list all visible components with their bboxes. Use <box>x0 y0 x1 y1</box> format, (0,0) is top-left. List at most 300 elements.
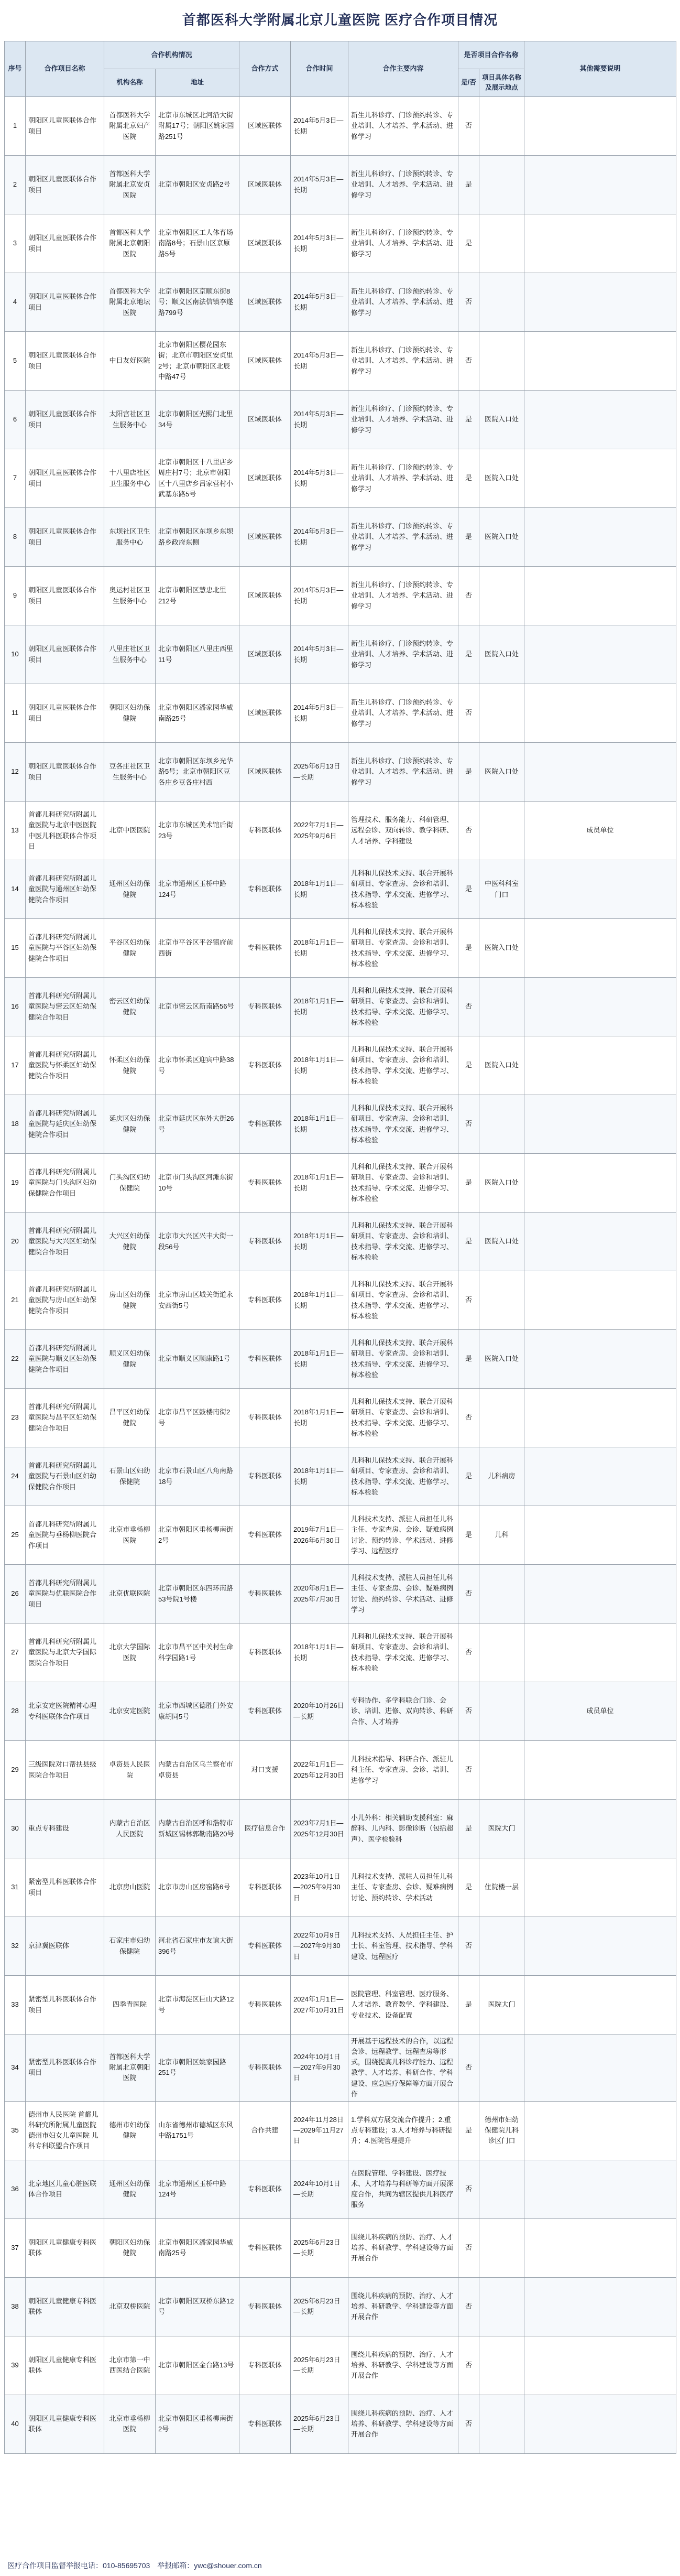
cell-coop-time: 2018年1月1日—长期 <box>291 1623 348 1682</box>
cell-project-name: 朝阳区儿童医联体合作项目 <box>26 684 104 743</box>
cell-no: 35 <box>5 2101 26 2160</box>
cell-other-notes <box>524 743 676 802</box>
cell-coop-time: 2018年1月1日—长期 <box>291 1213 348 1271</box>
cell-other-notes <box>524 1858 676 1917</box>
cell-other-notes <box>524 625 676 684</box>
cell-other-notes <box>524 1330 676 1389</box>
cell-content: 儿科技术指导、科研合作、派驻儿科主任、专家查房、会诊、培训、进修学习 <box>348 1741 458 1800</box>
cell-partner-address: 北京市朝阳区垂杨柳南街2号 <box>156 1506 239 1565</box>
cell-content: 新生儿科诊疗、门诊预约转诊、专业培训、人才培养、学术活动、进修学习 <box>348 449 458 508</box>
cell-display-place: 住院楼一层 <box>479 1858 524 1917</box>
cooperation-table <box>4 41 676 2454</box>
cell-content: 在医院管理、学科建设、医疗技术、人才培养与科研等方面开展深度合作，共同为辖区提供儿科医疗服务 <box>348 2160 458 2218</box>
header-display-group: 是否项目合作名称 <box>458 41 524 69</box>
cell-coop-time: 2018年1月1日—长期 <box>291 978 348 1036</box>
cell-coop-mode: 专科医联体 <box>239 1976 291 2034</box>
cell-project-name: 三级医院对口帮扶县级医院合作项目 <box>26 1741 104 1800</box>
cell-display-place: 医院入口处 <box>479 391 524 449</box>
table-row <box>5 802 676 860</box>
cell-is-display: 是 <box>458 508 479 567</box>
table-row <box>5 1506 676 1565</box>
header-coop-time: 合作时间 <box>291 41 348 97</box>
cell-no: 22 <box>5 1330 26 1389</box>
table-row <box>5 684 676 743</box>
cell-other-notes <box>524 332 676 391</box>
cell-partner-address: 北京市平谷区平谷镇府前西街 <box>156 919 239 978</box>
cell-partner-address: 内蒙古自治区呼和浩特市新城区锡林郭勒南路20号 <box>156 1800 239 1858</box>
cell-no: 7 <box>5 449 26 508</box>
cell-content: 儿科技术支持、派驻人员担任儿科主任、专家查房、会诊、疑难病例讨论、预约转诊、学术活动、进修学习、远程医疗 <box>348 1506 458 1565</box>
table-row <box>5 1271 676 1330</box>
cell-partner-name: 奥运村社区卫生服务中心 <box>104 567 156 625</box>
cell-coop-mode: 专科医联体 <box>239 1389 291 1447</box>
cell-no: 9 <box>5 567 26 625</box>
cell-content: 儿科和儿保技术支持、联合开展科研项目、专家查房、会诊和培训、技术指导、学术交流、进修学习、标本检验 <box>348 1623 458 1682</box>
cell-coop-time: 2025年6月23日—长期 <box>291 2336 348 2395</box>
cell-coop-time: 2025年6月23日—长期 <box>291 2395 348 2453</box>
cell-content: 新生儿科诊疗、门诊预约转诊、专业培训、人才培养、学术活动、进修学习 <box>348 684 458 743</box>
cell-no: 29 <box>5 1741 26 1800</box>
cell-project-name: 朝阳区儿童医联体合作项目 <box>26 156 104 214</box>
cell-project-name: 首都儿科研究所附属儿童医院与延庆区妇幼保健院合作项目 <box>26 1095 104 1154</box>
cell-coop-time: 2014年5月3日—长期 <box>291 508 348 567</box>
cell-no: 24 <box>5 1447 26 1506</box>
cell-project-name: 朝阳区儿童医联体合作项目 <box>26 332 104 391</box>
cell-coop-mode: 对口支援 <box>239 1741 291 1800</box>
cell-is-display: 否 <box>458 97 479 156</box>
cell-other-notes <box>524 1917 676 1976</box>
cell-coop-time: 2014年5月3日—长期 <box>291 156 348 214</box>
cell-coop-mode: 专科医联体 <box>239 1565 291 1623</box>
cell-partner-address: 北京市朝阳区双桥东路12号 <box>156 2277 239 2336</box>
cell-partner-address: 北京市石景山区八角南路18号 <box>156 1447 239 1506</box>
cell-coop-mode: 医疗信息合作 <box>239 1800 291 1858</box>
cell-partner-name: 石景山区妇幼保健院 <box>104 1447 156 1506</box>
cell-other-notes <box>524 1271 676 1330</box>
cell-partner-name: 平谷区妇幼保健院 <box>104 919 156 978</box>
header-no: 序号 <box>5 41 26 97</box>
cell-coop-time: 2014年5月3日—长期 <box>291 273 348 332</box>
cell-partner-address: 北京市大兴区兴丰大街一段56号 <box>156 1213 239 1271</box>
cell-content: 儿科和儿保技术支持、联合开展科研项目、专家查房、会诊和培训、技术指导、学术交流、进修学习、标本检验 <box>348 1095 458 1154</box>
cell-coop-time: 2014年5月3日—长期 <box>291 214 348 273</box>
cell-project-name: 北京安定医院精神心理专科医联体合作项目 <box>26 1682 104 1741</box>
cell-project-name: 首都儿科研究所附属儿童医院与顺义区妇幼保健院合作项目 <box>26 1330 104 1389</box>
cell-partner-name: 北京优联医院 <box>104 1565 156 1623</box>
cell-coop-time: 2022年7月1日—2025年9月6日 <box>291 802 348 860</box>
cell-project-name: 德州市人民医院 首都儿科研究所附属儿童医院 德州市妇女儿童医院 儿科专科联盟合作项目 <box>26 2101 104 2160</box>
cell-project-name: 紧密型儿科医联体合作项目 <box>26 2034 104 2102</box>
cell-display-place <box>479 2277 524 2336</box>
cell-coop-mode: 专科医联体 <box>239 1506 291 1565</box>
cell-partner-address: 内蒙古自治区乌兰察布市卓资县 <box>156 1741 239 1800</box>
cell-partner-name: 怀柔区妇幼保健院 <box>104 1036 156 1095</box>
cell-display-place <box>479 567 524 625</box>
table-row <box>5 273 676 332</box>
cell-coop-time: 2018年1月1日—长期 <box>291 1095 348 1154</box>
cell-partner-address: 北京市延庆区东外大街26号 <box>156 1095 239 1154</box>
table-row <box>5 1154 676 1213</box>
cell-coop-time: 2024年1月1日—2027年10月31日 <box>291 1976 348 2034</box>
table-row <box>5 919 676 978</box>
cell-partner-name: 首都医科大学附属北京朝阳医院 <box>104 214 156 273</box>
cell-coop-mode: 专科医联体 <box>239 2160 291 2218</box>
cell-coop-time: 2020年8月1日—2025年7月30日 <box>291 1565 348 1623</box>
cell-project-name: 京津冀医联体 <box>26 1917 104 1976</box>
cell-coop-mode: 区域医联体 <box>239 743 291 802</box>
cell-no: 1 <box>5 97 26 156</box>
header-partner-name: 机构名称 <box>104 69 156 97</box>
cell-display-place <box>479 978 524 1036</box>
cell-partner-address: 北京市海淀区巨山大路12号 <box>156 1976 239 2034</box>
cell-project-name: 北京地区儿童心脏医联体合作项目 <box>26 2160 104 2218</box>
cell-is-display: 否 <box>458 2160 479 2218</box>
cell-coop-mode: 专科医联体 <box>239 2277 291 2336</box>
cell-coop-time: 2023年7月1日—2025年12月30日 <box>291 1800 348 1858</box>
cell-partner-address: 北京市朝阳区潘家园华威南路25号 <box>156 684 239 743</box>
cell-partner-address: 北京市密云区新南路56号 <box>156 978 239 1036</box>
cell-coop-mode: 专科医联体 <box>239 1917 291 1976</box>
cell-other-notes <box>524 1213 676 1271</box>
cell-display-place <box>479 2218 524 2277</box>
cell-content: 小儿外科：相关辅助支援科室：麻醉科、儿内科、影像诊断（包括超声）、医学检验科 <box>348 1800 458 1858</box>
cell-is-display: 是 <box>458 1154 479 1213</box>
cell-no: 11 <box>5 684 26 743</box>
table-row <box>5 1389 676 1447</box>
cell-content: 新生儿科诊疗、门诊预约转诊、专业培训、人才培养、学术活动、进修学习 <box>348 332 458 391</box>
cell-content: 新生儿科诊疗、门诊预约转诊、专业培训、人才培养、学术活动、进修学习 <box>348 625 458 684</box>
cell-coop-mode: 区域医联体 <box>239 391 291 449</box>
cell-coop-mode: 专科医联体 <box>239 2034 291 2102</box>
cell-is-display: 是 <box>458 1330 479 1389</box>
cell-display-place <box>479 1741 524 1800</box>
cell-no: 15 <box>5 919 26 978</box>
table-row <box>5 2336 676 2395</box>
cell-other-notes <box>524 1741 676 1800</box>
cell-coop-mode: 区域医联体 <box>239 273 291 332</box>
cell-coop-mode: 区域医联体 <box>239 156 291 214</box>
cell-content: 新生儿科诊疗、门诊预约转诊、专业培训、人才培养、学术活动、进修学习 <box>348 743 458 802</box>
cell-partner-name: 北京双桥医院 <box>104 2277 156 2336</box>
cell-coop-time: 2018年1月1日—长期 <box>291 1036 348 1095</box>
cell-display-place: 医院入口处 <box>479 919 524 978</box>
table-row <box>5 1917 676 1976</box>
table-row <box>5 1330 676 1389</box>
table-row <box>5 1682 676 1741</box>
cell-no: 19 <box>5 1154 26 1213</box>
cell-content: 新生儿科诊疗、门诊预约转诊、专业培训、人才培养、学术活动、进修学习 <box>348 214 458 273</box>
table-row <box>5 2218 676 2277</box>
cell-project-name: 首都儿科研究所附属儿童医院与平谷区妇幼保健院合作项目 <box>26 919 104 978</box>
table-row <box>5 1565 676 1623</box>
cell-other-notes <box>524 508 676 567</box>
cell-partner-name: 豆各庄社区卫生服务中心 <box>104 743 156 802</box>
cell-coop-mode: 专科医联体 <box>239 1036 291 1095</box>
cell-no: 26 <box>5 1565 26 1623</box>
cell-project-name: 首都儿科研究所附属儿童医院与石景山区妇幼保健院合作项目 <box>26 1447 104 1506</box>
cell-coop-mode: 区域医联体 <box>239 625 291 684</box>
cell-is-display: 是 <box>458 1506 479 1565</box>
cell-other-notes <box>524 1389 676 1447</box>
cell-content: 儿科和儿保技术支持、联合开展科研项目、专家查房、会诊和培训、技术指导、学术交流、进修学习、标本检验 <box>348 919 458 978</box>
report-footer: 医疗合作项目监督举报电话：010-85695703 举报邮箱：ywc@shouer.com.cn <box>7 2561 262 2570</box>
cell-coop-time: 2024年10月1日—长期 <box>291 2160 348 2218</box>
table-row <box>5 332 676 391</box>
table-row <box>5 567 676 625</box>
cell-is-display: 是 <box>458 625 479 684</box>
table-row <box>5 1741 676 1800</box>
cell-coop-time: 2020年10月26日—长期 <box>291 1682 348 1741</box>
cell-partner-address: 北京市朝阳区十八里店乡周庄村7号；北京市朝阳区十八里店乡吕家营村小武基东路5号 <box>156 449 239 508</box>
cell-is-display: 是 <box>458 1976 479 2034</box>
cell-content: 儿科和儿保技术支持、联合开展科研项目、专家查房、会诊和培训、技术指导、学术交流、进修学习、标本检验 <box>348 1271 458 1330</box>
cell-display-place: 医院大门 <box>479 1976 524 2034</box>
cell-partner-address: 北京市朝阳区金台路13号 <box>156 2336 239 2395</box>
cell-coop-mode: 专科医联体 <box>239 1271 291 1330</box>
cell-no: 34 <box>5 2034 26 2102</box>
cell-partner-name: 朝阳区妇幼保健院 <box>104 2218 156 2277</box>
cell-coop-time: 2018年1月1日—长期 <box>291 1154 348 1213</box>
cell-project-name: 朝阳区儿童医联体合作项目 <box>26 567 104 625</box>
cell-coop-time: 2025年6月23日—长期 <box>291 2218 348 2277</box>
cell-partner-address: 北京市朝阳区安贞路2号 <box>156 156 239 214</box>
cell-project-name: 首都儿科研究所附属儿童医院与优联医院合作项目 <box>26 1565 104 1623</box>
cell-content: 1.学科双方展交流合作提升；2.重点专科建设；3.人才培养与科研提升；4.医院管理提升 <box>348 2101 458 2160</box>
cell-coop-mode: 专科医联体 <box>239 2218 291 2277</box>
cell-coop-mode: 区域医联体 <box>239 567 291 625</box>
cell-content: 儿科和儿保技术支持、联合开展科研项目、专家查房、会诊和培训、技术指导、学术交流、进修学习、标本检验 <box>348 1447 458 1506</box>
cell-other-notes <box>524 2101 676 2160</box>
cell-no: 25 <box>5 1506 26 1565</box>
cell-coop-mode: 专科医联体 <box>239 978 291 1036</box>
cell-coop-time: 2014年5月3日—长期 <box>291 684 348 743</box>
cell-no: 28 <box>5 1682 26 1741</box>
table-row <box>5 1858 676 1917</box>
cell-coop-mode: 专科医联体 <box>239 919 291 978</box>
table-row <box>5 97 676 156</box>
cell-other-notes <box>524 2160 676 2218</box>
cell-display-place: 医院入口处 <box>479 1330 524 1389</box>
cell-other-notes <box>524 391 676 449</box>
cell-partner-name: 中日友好医院 <box>104 332 156 391</box>
cell-partner-address: 北京市东城区美术馆后街23号 <box>156 802 239 860</box>
cell-project-name: 首都儿科研究所附属儿童医院与北京中医医院中医儿科医联体合作项目 <box>26 802 104 860</box>
cell-partner-name: 首都医科大学附属北京妇产医院 <box>104 97 156 156</box>
cell-other-notes <box>524 273 676 332</box>
cell-content: 管理技术、服务能力、科研管理、远程会诊、双向转诊、教学科研、人才培养、学科建设 <box>348 802 458 860</box>
cell-partner-name: 北京市垂杨柳医院 <box>104 1506 156 1565</box>
cell-partner-address: 北京市通州区玉桥中路124号 <box>156 2160 239 2218</box>
cell-is-display: 否 <box>458 1565 479 1623</box>
table-row <box>5 1213 676 1271</box>
cell-is-display: 是 <box>458 743 479 802</box>
cell-coop-mode: 专科医联体 <box>239 1330 291 1389</box>
header-coop-mode: 合作方式 <box>239 41 291 97</box>
cell-coop-time: 2025年6月13日—长期 <box>291 743 348 802</box>
cell-no: 8 <box>5 508 26 567</box>
cell-is-display: 否 <box>458 567 479 625</box>
cell-coop-time: 2018年1月1日—长期 <box>291 1447 348 1506</box>
cell-other-notes <box>524 1800 676 1858</box>
table-row <box>5 743 676 802</box>
cell-project-name: 首都儿科研究所附属儿童医院与昌平区妇幼保健院合作项目 <box>26 1389 104 1447</box>
cell-display-place <box>479 684 524 743</box>
cell-partner-address: 北京市朝阳区潘家园华威南路25号 <box>156 2218 239 2277</box>
cell-content: 儿科和儿保技术支持、联合开展科研项目、专家查房、会诊和培训、技术指导、学术交流、进修学习、标本检验 <box>348 1330 458 1389</box>
cell-partner-address: 北京市朝阳区慧忠北里212号 <box>156 567 239 625</box>
cell-partner-name: 大兴区妇幼保健院 <box>104 1213 156 1271</box>
cell-partner-name: 卓资县人民医院 <box>104 1741 156 1800</box>
cell-coop-time: 2025年6月23日—长期 <box>291 2277 348 2336</box>
cell-coop-time: 2018年1月1日—长期 <box>291 860 348 919</box>
cell-content: 儿科和儿保技术支持、联合开展科研项目、专家查房、会诊和培训、技术指导、学术交流、进修学习、标本检验 <box>348 1213 458 1271</box>
table-row <box>5 214 676 273</box>
cell-display-place <box>479 332 524 391</box>
cell-content: 儿科技术支持、派驻人员担任儿科主任、专家查房、会诊、疑难病例讨论、预约转诊、学术活动 <box>348 1858 458 1917</box>
cell-is-display: 否 <box>458 1623 479 1682</box>
table-row <box>5 1976 676 2034</box>
cell-coop-time: 2014年5月3日—长期 <box>291 391 348 449</box>
cell-is-display: 否 <box>458 1271 479 1330</box>
table-row <box>5 1036 676 1095</box>
cell-no: 17 <box>5 1036 26 1095</box>
cell-other-notes <box>524 449 676 508</box>
table-row <box>5 508 676 567</box>
cell-coop-time: 2022年1月1日—2025年12月30日 <box>291 1741 348 1800</box>
cell-partner-name: 北京市垂杨柳医院 <box>104 2395 156 2453</box>
table-body <box>5 97 676 2454</box>
cell-partner-name: 延庆区妇幼保健院 <box>104 1095 156 1154</box>
cell-no: 39 <box>5 2336 26 2395</box>
header-project-name: 合作项目名称 <box>26 41 104 97</box>
cell-partner-name: 石家庄市妇幼保健院 <box>104 1917 156 1976</box>
cell-project-name: 首都儿科研究所附属儿童医院与房山区妇幼保健院合作项目 <box>26 1271 104 1330</box>
cell-coop-time: 2024年11月28日—2029年11月27日 <box>291 2101 348 2160</box>
cell-project-name: 首都儿科研究所附属儿童医院与怀柔区妇幼保健院合作项目 <box>26 1036 104 1095</box>
cell-partner-address: 北京市朝阳区东坝乡东坝路乡政府东侧 <box>156 508 239 567</box>
cell-display-place: 中医科科室门口 <box>479 860 524 919</box>
cell-coop-time: 2024年10月1日—2027年9月30日 <box>291 2034 348 2102</box>
table-row <box>5 625 676 684</box>
cell-content: 开展基于远程技术的合作，以远程会诊、远程教学、远程查房等形式，围绕提高儿科诊疗能力、远程教学、人才培养、科研合作、学科建设、应急医疗保障等方面开展合作 <box>348 2034 458 2102</box>
cell-other-notes <box>524 2336 676 2395</box>
table-row <box>5 2395 676 2453</box>
table-row <box>5 1095 676 1154</box>
cell-no: 33 <box>5 1976 26 2034</box>
header-is-display: 是/否 <box>458 69 479 97</box>
cell-no: 23 <box>5 1389 26 1447</box>
cell-project-name: 朝阳区儿童健康专科医联体 <box>26 2336 104 2395</box>
cell-partner-name: 门头沟区妇幼保健院 <box>104 1154 156 1213</box>
cell-content: 围绕儿科疾病的预防、治疗、人才培养、科研教学、学科建设等方面开展合作 <box>348 2277 458 2336</box>
cell-content: 儿科技术支持、人员担任主任、护士长、科室管理、技术指导、学科建设、远程医疗 <box>348 1917 458 1976</box>
cell-is-display: 否 <box>458 1095 479 1154</box>
cell-is-display: 是 <box>458 1447 479 1506</box>
cell-display-place: 医院入口处 <box>479 1036 524 1095</box>
cell-project-name: 紧密型儿科医联体合作项目 <box>26 1858 104 1917</box>
cell-display-place: 医院入口处 <box>479 625 524 684</box>
cell-is-display: 否 <box>458 802 479 860</box>
cell-content: 儿科和儿保技术支持、联合开展科研项目、专家查房、会诊和培训、技术指导、学术交流、进修学习、标本检验 <box>348 1389 458 1447</box>
cell-no: 30 <box>5 1800 26 1858</box>
cell-project-name: 朝阳区儿童医联体合作项目 <box>26 508 104 567</box>
cell-coop-mode: 专科医联体 <box>239 1623 291 1682</box>
table-row <box>5 2277 676 2336</box>
cell-other-notes <box>524 2277 676 2336</box>
cell-is-display: 是 <box>458 860 479 919</box>
cell-project-name: 朝阳区儿童健康专科医联体 <box>26 2395 104 2453</box>
cell-display-place <box>479 2160 524 2218</box>
cell-other-notes <box>524 2218 676 2277</box>
cell-coop-time: 2019年7月1日—2026年6月30日 <box>291 1506 348 1565</box>
cell-content: 围绕儿科疾病的预防、治疗、人才培养、科研教学、学科建设等方面开展合作 <box>348 2218 458 2277</box>
cell-content: 新生儿科诊疗、门诊预约转诊、专业培训、人才培养、学术活动、进修学习 <box>348 391 458 449</box>
cell-display-place <box>479 1623 524 1682</box>
cell-other-notes <box>524 1976 676 2034</box>
cell-other-notes <box>524 214 676 273</box>
cell-display-place <box>479 1682 524 1741</box>
cell-no: 20 <box>5 1213 26 1271</box>
cell-partner-name: 昌平区妇幼保健院 <box>104 1389 156 1447</box>
cell-no: 18 <box>5 1095 26 1154</box>
cell-no: 31 <box>5 1858 26 1917</box>
cell-partner-name: 内蒙古自治区人民医院 <box>104 1800 156 1858</box>
cell-project-name: 首都儿科研究所附属儿童医院与密云区妇幼保健院合作项目 <box>26 978 104 1036</box>
cell-partner-address: 北京市西城区德胜门外安康胡同5号 <box>156 1682 239 1741</box>
cell-is-display: 是 <box>458 214 479 273</box>
cell-other-notes <box>524 1447 676 1506</box>
cell-coop-time: 2014年5月3日—长期 <box>291 567 348 625</box>
cell-display-place <box>479 1917 524 1976</box>
cell-coop-mode: 区域医联体 <box>239 332 291 391</box>
cell-other-notes <box>524 919 676 978</box>
cell-display-place <box>479 1565 524 1623</box>
cell-partner-name: 通州区妇幼保健院 <box>104 860 156 919</box>
cell-no: 4 <box>5 273 26 332</box>
cell-coop-time: 2018年1月1日—长期 <box>291 1271 348 1330</box>
cell-partner-name: 北京房山医院 <box>104 1858 156 1917</box>
cell-coop-time: 2018年1月1日—长期 <box>291 919 348 978</box>
cell-is-display: 是 <box>458 919 479 978</box>
cell-other-notes <box>524 2034 676 2102</box>
table-row <box>5 1623 676 1682</box>
cell-coop-time: 2023年10月1日—2025年9月30日 <box>291 1858 348 1917</box>
cell-display-place <box>479 1389 524 1447</box>
cell-partner-name: 房山区妇幼保健院 <box>104 1271 156 1330</box>
cell-content: 围绕儿科疾病的预防、治疗、人才培养、科研教学、学科建设等方面开展合作 <box>348 2336 458 2395</box>
cell-display-place <box>479 1095 524 1154</box>
table-row <box>5 860 676 919</box>
cell-display-place <box>479 97 524 156</box>
cell-content: 专科协作、多学科联合门诊、会诊、培训、进修、双向转诊、科研合作、人才培养 <box>348 1682 458 1741</box>
cell-partner-name: 东坝社区卫生服务中心 <box>104 508 156 567</box>
cell-no: 3 <box>5 214 26 273</box>
cell-project-name: 朝阳区儿童医联体合作项目 <box>26 214 104 273</box>
cell-content: 儿科和儿保技术支持、联合开展科研项目、专家查房、会诊和培训、技术指导、学术交流、进修学习、标本检验 <box>348 1036 458 1095</box>
cell-other-notes <box>524 684 676 743</box>
cell-other-notes <box>524 2395 676 2453</box>
cell-no: 16 <box>5 978 26 1036</box>
cell-partner-address: 北京市朝阳区京顺东街8号；顺义区南法信镇李遂路799号 <box>156 273 239 332</box>
header-partner-address: 地址 <box>156 69 239 97</box>
cell-partner-name: 太阳宫社区卫生服务中心 <box>104 391 156 449</box>
cell-other-notes <box>524 1623 676 1682</box>
cell-partner-name: 八里庄社区卫生服务中心 <box>104 625 156 684</box>
cell-coop-time: 2014年5月3日—长期 <box>291 97 348 156</box>
cell-display-place: 医院大门 <box>479 1800 524 1858</box>
header-partner-group: 合作机构情况 <box>104 41 239 69</box>
cell-other-notes <box>524 1036 676 1095</box>
